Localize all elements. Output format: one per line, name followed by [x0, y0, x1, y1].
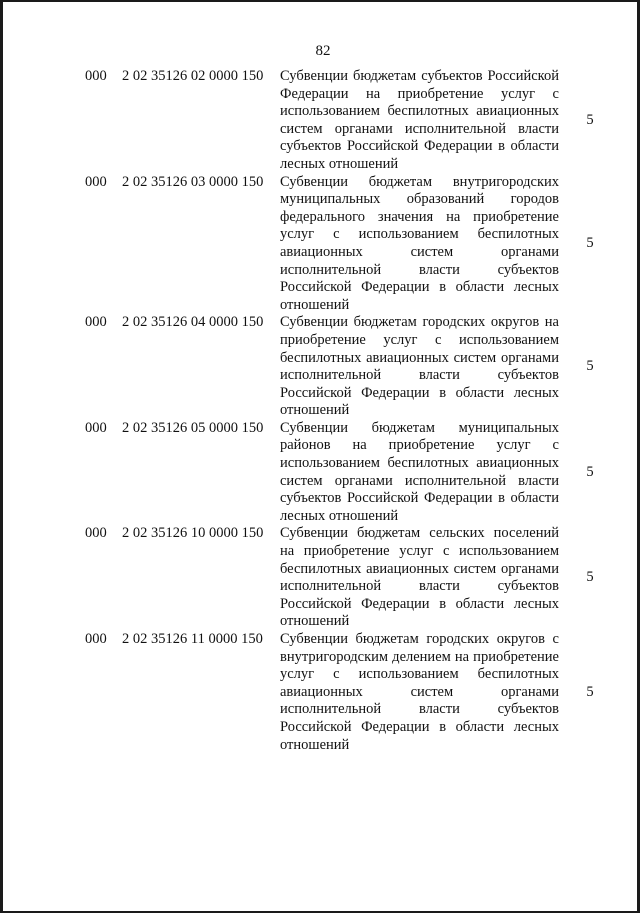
amount-value: 5: [586, 111, 594, 128]
amount-value: 5: [586, 683, 594, 700]
table-row: [3, 631, 640, 754]
table-row: [3, 174, 640, 315]
administrator-code: 000: [85, 525, 107, 542]
revenue-description: Субвенции бюджетам внутригородских муниципальных образований городов федерального значения на приобретение услуг с использованием беспилотных авиационных систем органами исполнительной власти субъектов Российской Федерации в области лесных отношений: [280, 173, 559, 313]
revenue-description: Субвенции бюджетам сельских поселений на приобретение услуг с использованием беспилотных авиационных систем органами исполнительной власти субъектов Российской Федерации в области лесных отношений: [280, 525, 559, 630]
page-number: 82: [315, 43, 331, 59]
revenue-description: Субвенции бюджетам городских округов на приобретение услуг с использованием беспилотных авиационных систем органами исполнительной власти субъектов Российской Федерации в области лесных отношений: [280, 314, 559, 419]
administrator-code: 000: [85, 631, 107, 647]
amount-value: 5: [586, 463, 594, 480]
budget-classification-table: [3, 68, 640, 754]
administrator-code: 000: [85, 314, 107, 331]
classification-code: 2 02 35126 10 0000 150: [122, 525, 264, 542]
revenue-description: Субвенции бюджетам муниципальных районов на приобретение услуг с использованием беспилотных авиационных систем органами исполнительной власти субъектов Российской Федерации в области лесных отношений: [280, 419, 559, 524]
classification-code: 2 02 35126 02 0000 150: [122, 68, 264, 84]
amount-value: 5: [586, 235, 594, 252]
amount-value: 5: [586, 569, 594, 586]
administrator-code: 000: [85, 173, 107, 190]
revenue-description: Субвенции бюджетам субъектов Российской Федерации на приобретение услуг с использованием беспилотных авиационных систем органами исполнительной власти субъектов Российской Федерации в области лесных отношений: [280, 68, 559, 172]
classification-code: 2 02 35126 04 0000 150: [122, 314, 264, 331]
classification-code: 2 02 35126 11 0000 150: [122, 631, 263, 647]
administrator-code: 000: [85, 419, 107, 436]
table-row: [3, 525, 640, 631]
revenue-description: Субвенции бюджетам городских округов с внутригородским делением на приобретение услуг с использованием беспилотных авиационных систем органами исполнительной власти субъектов Российской Федерации в области лесных отношений: [280, 631, 559, 753]
table-row: [3, 314, 640, 420]
amount-value: 5: [586, 358, 594, 375]
classification-code: 2 02 35126 03 0000 150: [122, 173, 264, 190]
table-row: [3, 68, 640, 174]
administrator-code: 000: [85, 68, 107, 84]
classification-code: 2 02 35126 05 0000 150: [122, 419, 264, 436]
table-row: [3, 420, 640, 526]
